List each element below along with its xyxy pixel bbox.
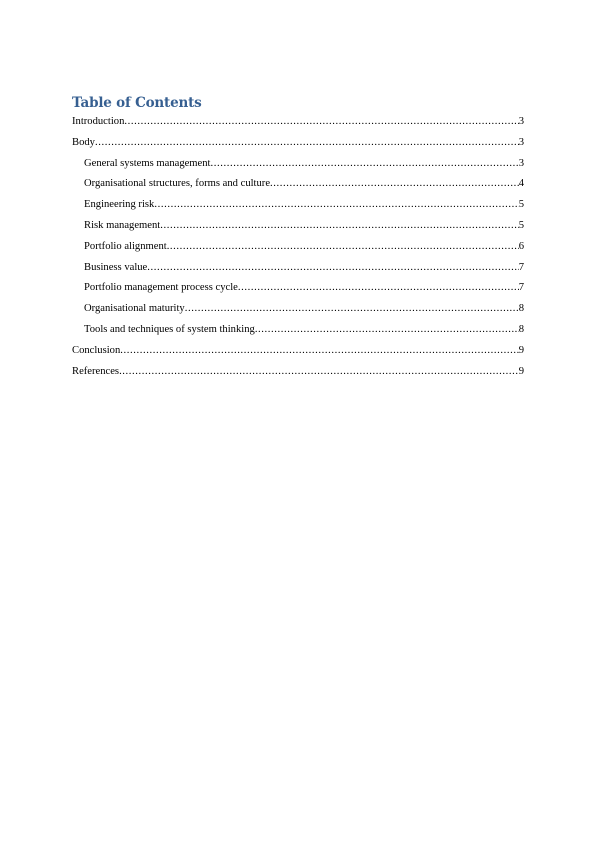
toc-page-number: 5 <box>518 219 524 231</box>
toc-list <box>72 115 524 385</box>
toc-entry-portfolio-management-process-cycle[interactable] <box>72 281 524 302</box>
toc-entry-references[interactable] <box>72 365 524 386</box>
toc-title: Table of Contents <box>72 95 202 111</box>
toc-entry-business-value[interactable] <box>72 261 524 282</box>
toc-page-number: 7 <box>518 261 524 273</box>
toc-dot-leader <box>185 302 519 316</box>
toc-dot-leader <box>255 323 519 337</box>
toc-dot-leader <box>147 261 518 275</box>
toc-dot-leader <box>124 115 518 129</box>
toc-entry-label: Conclusion <box>72 344 121 356</box>
toc-page-number: 9 <box>518 344 524 356</box>
toc-dot-leader <box>95 136 519 150</box>
toc-dot-leader <box>238 281 519 295</box>
toc-entry-organisational-maturity[interactable] <box>72 302 524 323</box>
toc-page-number: 3 <box>518 136 524 148</box>
toc-dot-leader <box>160 219 519 233</box>
toc-entry-portfolio-alignment[interactable] <box>72 240 524 261</box>
toc-entry-label: Risk management <box>84 219 161 231</box>
toc-page-number: 8 <box>518 303 524 315</box>
toc-entry-introduction[interactable] <box>72 115 524 136</box>
toc-entry-label: Introduction <box>72 116 125 127</box>
toc-dot-leader <box>119 365 519 379</box>
toc-page-number: 7 <box>518 282 524 294</box>
toc-dot-leader <box>167 240 519 254</box>
toc-entry-label: Portfolio management process cycle <box>84 282 238 294</box>
toc-entry-conclusion[interactable] <box>72 344 524 365</box>
toc-dot-leader <box>270 177 519 191</box>
toc-entry-label: Portfolio alignment <box>84 240 167 252</box>
toc-page-number: 3 <box>518 157 524 169</box>
toc-entry-label: General systems management <box>84 157 211 169</box>
toc-entry-engineering-risk[interactable] <box>72 198 524 219</box>
toc-entry-label: Organisational structures, forms and culture <box>84 178 271 190</box>
toc-entry-organisational-structures[interactable] <box>72 177 524 198</box>
toc-entry-risk-management[interactable] <box>72 219 524 240</box>
toc-page-number: 5 <box>518 199 524 211</box>
toc-entry-label: Body <box>72 136 95 148</box>
toc-entry-tools-and-techniques[interactable] <box>72 323 524 344</box>
toc-entry-body[interactable] <box>72 136 524 157</box>
toc-dot-leader <box>154 198 518 212</box>
toc-page-number: 3 <box>518 116 524 127</box>
toc-entry-label: Tools and techniques of system thinking <box>84 323 255 335</box>
toc-entry-label: Engineering risk <box>84 199 155 211</box>
toc-entry-label: References <box>72 365 120 377</box>
toc-page-number: 4 <box>518 178 524 190</box>
toc-page-number: 8 <box>518 323 524 335</box>
toc-entry-label: Organisational maturity <box>84 303 185 315</box>
toc-entry-label: Business value <box>84 261 148 273</box>
toc-entry-general-systems-management[interactable] <box>72 157 524 178</box>
toc-dot-leader <box>211 157 519 171</box>
toc-dot-leader <box>120 344 518 358</box>
toc-page-number: 9 <box>518 365 524 377</box>
toc-page-number: 6 <box>518 240 524 252</box>
